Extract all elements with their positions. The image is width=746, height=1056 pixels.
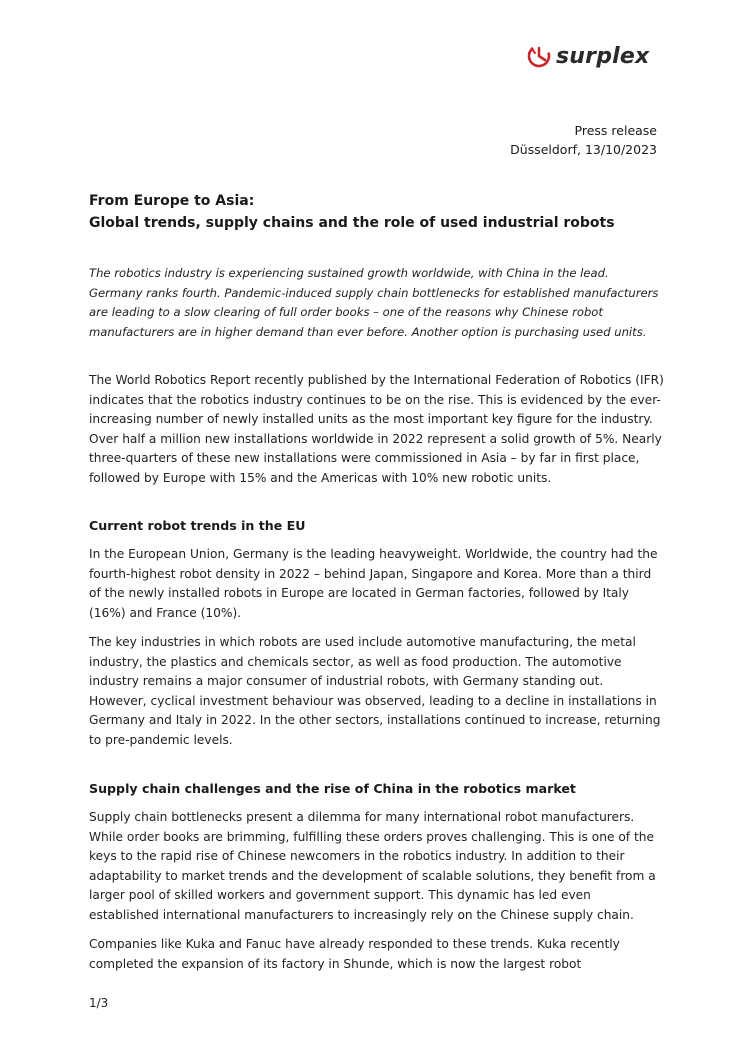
intro-summary [89,264,664,342]
paragraph-1 [89,371,664,488]
title-line-1: From Europe to Asia: [89,193,255,209]
paragraph-2 [89,545,664,623]
date-line: Düsseldorf, 13/10/2023 [510,142,657,157]
title-line-2: Global trends, supply chains and the role of used industrial robots [89,215,615,231]
paragraph-4 [89,808,664,925]
paragraph-1-text: The World Robotics Report recently published by the International Federation of Robotics (IFR) indicates that the robotics industry continues to be on the rise. This is evidenced by the ever-increasing number of newly installed units as the most important key figure for the industry. Over half a million new installations worldwide in 2022 represent a solid growth of 5%. Nearly three-quarters of these new installations were commissioned in Asia – by far in first place, followed by Europe with 15% and the Americas with 10% new robotic units. [89,373,664,485]
paragraph-5-text: Companies like Kuka and Fanuc have already responded to these trends. Kuka recently completed the expansion of its factory in Shunde, which is now the largest robot [89,937,620,971]
paragraph-3 [89,633,664,750]
intro-text: The robotics industry is experiencing sustained growth worldwide, with China in the lead. Germany ranks fourth. Pandemic-induced supply chain bottlenecks for established manufacturers are leading to a slow clearing of full order books – one of the reasons why Chinese robot manufacturers are in higher demand than ever before. Another option is purchasing used units. [89,266,659,339]
logo-wordmark: surplex [556,43,650,69]
press-release-label: Press release [574,123,657,138]
paragraph-5 [89,935,664,974]
surplex-logo [526,43,649,69]
surplex-logo-icon [526,43,552,69]
page-title [89,190,615,234]
paragraph-4-text: Supply chain bottlenecks present a dilemma for many international robot manufacturers. While order books are brimming, fulfilling these orders proves challenging. This is one of the keys to the rapid rise of Chinese newcomers in the robotics industry. In addition to their adaptability to market trends and the development of scalable solutions, they benefit from a larger pool of skilled workers and government support. This dynamic has led even established international manufacturers to increasingly rely on the Chinese supply chain. [89,810,656,922]
paragraph-3-text: The key industries in which robots are used include automotive manufacturing, the metal industry, the plastics and chemicals sector, as well as food production. The automotive industry remains a major consumer of industrial robots, with Germany standing out. However, cyclical investment behaviour was observed, leading to a decline in installations in Germany and Italy in 2022. In the other sectors, installations continued to increase, returning to pre-pandemic levels. [89,635,661,747]
paragraph-2-text: In the European Union, Germany is the leading heavyweight. Worldwide, the country had the fourth-highest robot density in 2022 – behind Japan, Singapore and Korea. More than a third of the newly installed robots in Europe are located in German factories, followed by Italy (16%) and France (10%). [89,547,658,620]
section-heading-eu: Current robot trends in the EU [89,518,306,533]
section-heading-china: Supply chain challenges and the rise of China in the robotics market [89,781,576,796]
page-number: 1/3 [89,996,109,1010]
header-meta [510,121,657,159]
